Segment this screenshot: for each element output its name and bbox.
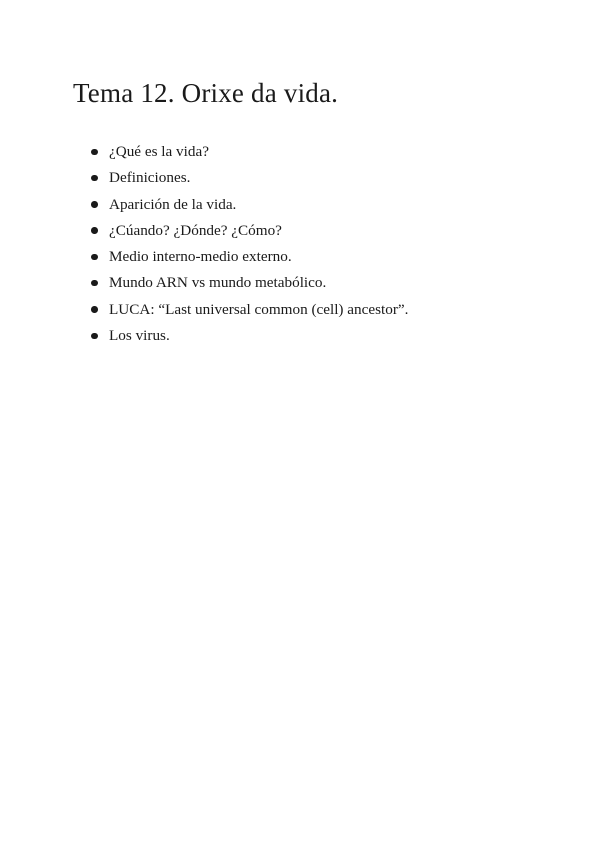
bullet-icon [91,175,98,182]
list-item [88,222,408,248]
list-item-text: Definiciones. [109,169,191,187]
list-item [88,196,408,222]
list-item-text: ¿Qué es la vida? [109,143,209,160]
list-item-text: LUCA: “Last universal common (cell) ancestor”. [109,300,409,318]
bullet-icon [91,333,98,340]
list-item-text: Mundo ARN vs mundo metabólico. [109,274,327,292]
list-item-text: Medio interno-medio externo. [109,248,292,266]
list-item [88,327,408,353]
bullet-icon [91,280,98,287]
bullet-icon [91,227,98,234]
list-item [88,301,408,327]
topic-list [88,143,408,353]
list-item-text: Aparición de la vida. [109,195,237,213]
list-item [88,248,408,274]
bullet-icon [91,254,98,261]
bullet-icon [91,306,98,313]
list-item-text: Los virus. [109,327,170,345]
bullet-icon [91,201,98,208]
list-item-text: ¿Cúando? ¿Dónde? ¿Cómo? [109,221,282,239]
document-title: Tema 12. Orixe da vida. [73,78,339,108]
list-item [88,274,408,300]
bullet-icon [91,149,98,156]
list-item [88,143,408,169]
list-item [88,169,408,195]
